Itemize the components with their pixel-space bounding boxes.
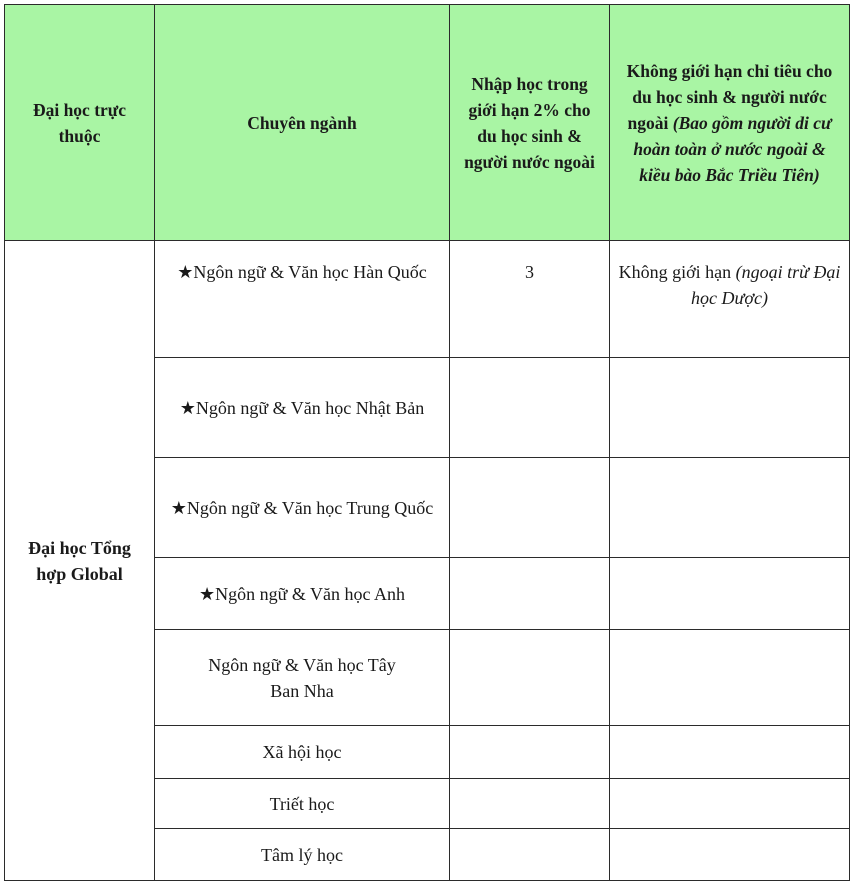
quota-cell: 3 bbox=[450, 241, 610, 358]
unlimited-cell bbox=[610, 630, 850, 726]
major-cell: ★Ngôn ngữ & Văn học Hàn Quốc bbox=[155, 241, 450, 358]
table-row bbox=[5, 241, 850, 358]
quota-cell bbox=[450, 779, 610, 829]
admission-table bbox=[4, 4, 850, 881]
major-text: Ngôn ngữ & Văn học Tây Ban Nha bbox=[208, 654, 396, 701]
header-affiliated-university: Đại học trực thuộc bbox=[5, 5, 155, 241]
quota-cell bbox=[450, 558, 610, 630]
unlimited-cell bbox=[610, 558, 850, 630]
header-major: Chuyên ngành bbox=[155, 5, 450, 241]
major-cell: ★Ngôn ngữ & Văn học Anh bbox=[155, 558, 450, 630]
major-cell: ★Ngôn ngữ & Văn học Nhật Bản bbox=[155, 358, 450, 458]
header-row bbox=[5, 5, 850, 241]
major-cell: Triết học bbox=[155, 779, 450, 829]
header-quota-text: Nhập học trong giới hạn 2% cho du học sinh & người nước ngoài bbox=[464, 73, 595, 172]
header-quota-2-percent bbox=[450, 5, 610, 241]
unlimited-note: (ngoại trừ Đại học Dược) bbox=[691, 262, 841, 308]
quota-cell bbox=[450, 458, 610, 558]
unlimited-cell bbox=[610, 358, 850, 458]
quota-cell bbox=[450, 358, 610, 458]
unit-cell: Đại học Tổng hợp Global bbox=[5, 241, 155, 881]
header-unlimited-note: (Bao gồm người di cư hoàn toàn ở nước ngoài & kiều bào Bắc Triều Tiên) bbox=[633, 112, 832, 185]
major-cell: Xã hội học bbox=[155, 726, 450, 779]
unlimited-cell bbox=[610, 458, 850, 558]
header-unlimited-main: Không giới hạn chỉ tiêu cho du học sinh & người nước ngoài bbox=[626, 60, 833, 133]
unlimited-text: Không giới hạn bbox=[618, 262, 732, 282]
header-unlimited bbox=[610, 5, 850, 241]
major-cell bbox=[155, 630, 450, 726]
major-cell: ★Ngôn ngữ & Văn học Trung Quốc bbox=[155, 458, 450, 558]
unlimited-cell bbox=[610, 726, 850, 779]
unlimited-cell bbox=[610, 241, 850, 358]
major-cell: Tâm lý học bbox=[155, 829, 450, 881]
quota-cell bbox=[450, 726, 610, 779]
unlimited-cell bbox=[610, 779, 850, 829]
quota-cell bbox=[450, 630, 610, 726]
